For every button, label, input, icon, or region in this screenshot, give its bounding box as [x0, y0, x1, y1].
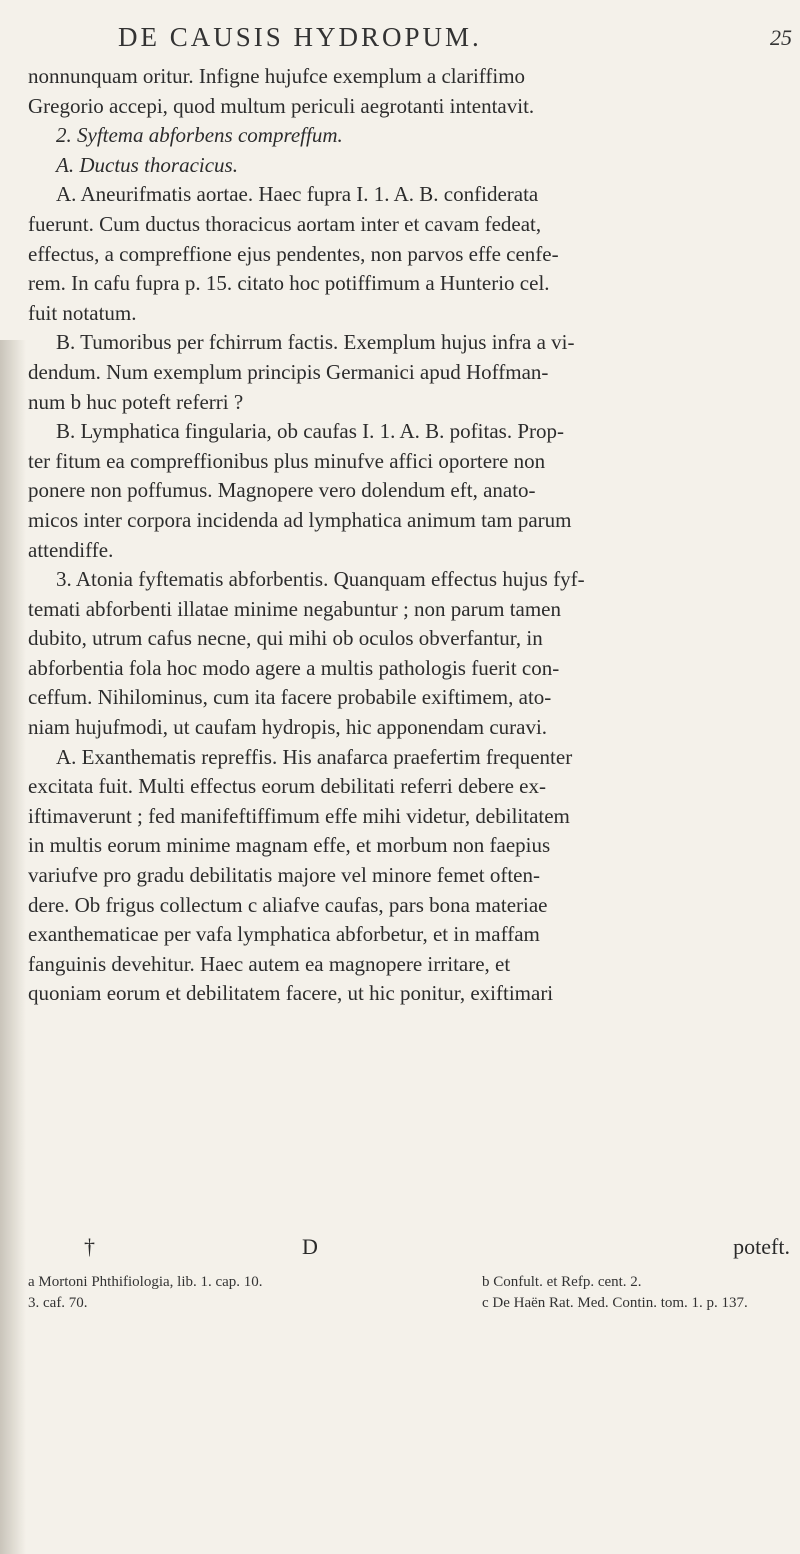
footnotes	[28, 1272, 790, 1314]
text-line: dendum. Num exemplum principis Germanici apud Hoffman-	[28, 359, 549, 384]
text-line: exanthematicae per vafa lymphatica abforbetur, et in maffam	[28, 922, 540, 947]
text-line: fuerunt. Cum ductus thoracicus aortam inter et cavam fedeat,	[28, 211, 542, 236]
running-title: DE CAUSIS HYDROPUM.	[118, 22, 482, 52]
text-line: Gregorio accepi, quod multum periculi aegrotanti intentavit.	[28, 93, 535, 118]
text-line: ter fitum ea compreffionibus plus minufve affici oportere non	[28, 448, 546, 473]
text-line: num b huc poteft referri ?	[28, 389, 244, 414]
text-line: rem. In cafu fupra p. 15. citato hoc potiffimum a Hunterio cel.	[28, 271, 550, 296]
binding-shadow	[0, 340, 26, 1554]
text-line: in multis eorum minime magnam effe, et morbum non faepius	[28, 833, 551, 858]
catchword: poteft.	[733, 1234, 790, 1259]
text-line: variufve pro gradu debilitatis majore vel minore femet often-	[28, 863, 540, 888]
signature-mark: D	[302, 1234, 318, 1259]
footnote: 3. caf. 70.	[28, 1295, 88, 1311]
text-line: niam hujufmodi, ut caufam hydropis, hic apponendam curavi.	[28, 715, 548, 740]
text-line: ceffum. Nihilominus, cum ita facere probabile exiftimem, ato-	[28, 685, 552, 710]
text-line: attendiffe.	[28, 537, 114, 562]
footnote-row	[28, 1272, 790, 1293]
footnote: c De Haën Rat. Med. Contin. tom. 1. p. 137.	[482, 1295, 748, 1311]
dagger-mark: †	[84, 1234, 95, 1259]
body-text	[28, 62, 790, 1009]
text-line: A. Aneurifmatis aortae. Haec fupra I. 1. A. B. confiderata	[56, 182, 539, 207]
subsection-heading: A. Exanthematis repreffis. His anafarca praefertim frequenter	[56, 744, 573, 769]
text-line: temati abforbenti illatae minime negabuntur ; non parum tamen	[28, 596, 561, 621]
text-line: nonnunquam oritur. Infigne hujufce exemplum a clariffimo	[28, 64, 526, 88]
page-header	[0, 22, 800, 58]
text-line: effectus, a compreffione ejus pendentes, non parvos effe cenfe-	[28, 241, 559, 266]
footnote-row	[28, 1293, 790, 1314]
text-line: dubito, utrum cafus necne, qui mihi ob oculos obverfantur, in	[28, 626, 543, 651]
subsection-heading: A. Ductus thoracicus.	[56, 152, 238, 177]
text-line: B. Tumoribus per fchirrum factis. Exemplum hujus infra a vi-	[56, 330, 575, 355]
subsection-heading: B. Lymphatica fingularia, ob caufas I. 1. A. B. pofitas. Prop-	[56, 419, 564, 444]
page-number: 25	[770, 25, 792, 50]
section-heading: 2. Syftema abforbens compreffum.	[56, 123, 343, 148]
text-line: quoniam eorum et debilitatem facere, ut hic ponitur, exiftimari	[28, 981, 554, 1006]
text-line: fanguinis devehitur. Haec autem ea magnopere irritare, et	[28, 951, 511, 976]
text-line: micos inter corpora incidenda ad lymphatica animum tam parum	[28, 507, 572, 532]
text-line: fuit notatum.	[28, 300, 137, 325]
text-line: dere. Ob frigus collectum c aliafve caufas, pars bona materiae	[28, 892, 548, 917]
footnote: b Confult. et Refp. cent. 2.	[482, 1274, 642, 1290]
text-line: excitata fuit. Multi effectus eorum debilitati referri debere ex-	[28, 774, 546, 799]
text-line: ponere non poffumus. Magnopere vero dolendum eft, anato-	[28, 478, 536, 503]
text-line: iftimaverunt ; fed manifeftiffimum effe mihi videtur, debilitatem	[28, 803, 570, 828]
signature-line	[28, 1234, 790, 1264]
text-line: abforbentia fola hoc modo agere a multis pathologis fuerit con-	[28, 655, 560, 680]
footnote: a Mortoni Phthifiologia, lib. 1. cap. 10.	[28, 1274, 263, 1290]
section-heading: 3. Atonia fyftematis abforbentis. Quanquam effectus hujus fyf-	[56, 567, 585, 592]
